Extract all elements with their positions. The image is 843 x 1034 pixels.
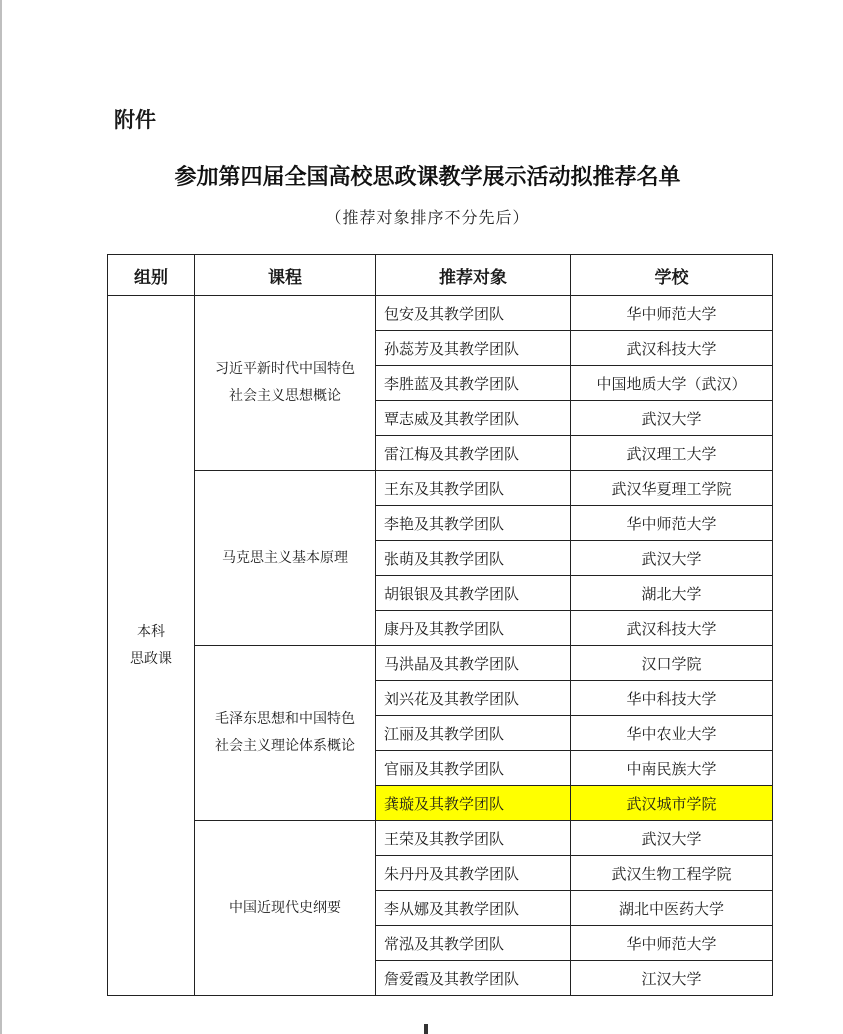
nominee-cell: 康丹及其教学团队: [376, 611, 571, 646]
school-cell: 武汉科技大学: [571, 331, 773, 366]
nominee-cell: 胡银银及其教学团队: [376, 576, 571, 611]
page-number-mark: [424, 1024, 428, 1034]
nominee-cell: 朱丹丹及其教学团队: [376, 856, 571, 891]
nominee-cell: 官丽及其教学团队: [376, 751, 571, 786]
nominee-cell: 覃志威及其教学团队: [376, 401, 571, 436]
course-line-2: 社会主义理论体系概论: [215, 738, 355, 754]
school-cell: 华中师范大学: [571, 926, 773, 961]
table-header-row: [108, 255, 773, 296]
nominee-cell: 王东及其教学团队: [376, 471, 571, 506]
nominee-cell: 李艳及其教学团队: [376, 506, 571, 541]
nominee-cell: 李从娜及其教学团队: [376, 891, 571, 926]
school-cell: 汉口学院: [571, 646, 773, 681]
document-title: 参加第四届全国高校思政课教学展示活动拟推荐名单: [174, 164, 681, 190]
school-cell: 湖北中医药大学: [571, 891, 773, 926]
nominee-cell: 张萌及其教学团队: [376, 541, 571, 576]
table-row: [108, 296, 773, 331]
school-cell: 华中科技大学: [571, 681, 773, 716]
nominee-cell: 王荣及其教学团队: [376, 821, 571, 856]
attachment-label: 附件: [114, 108, 156, 132]
header-group: 组别: [108, 255, 195, 296]
school-cell: 江汉大学: [571, 961, 773, 996]
group-line-1: 本科: [137, 623, 165, 640]
school-cell: 华中师范大学: [571, 296, 773, 331]
school-cell: 中国地质大学（武汉）: [571, 366, 773, 401]
nominee-cell: 詹爱霞及其教学团队: [376, 961, 571, 996]
document-subtitle: （推荐对象排序不分先后）: [325, 208, 530, 227]
group-line-2: 思政课: [130, 650, 172, 667]
course-line-1: 马克思主义基本原理: [222, 549, 348, 566]
school-cell: 华中师范大学: [571, 506, 773, 541]
nominee-table: [107, 254, 773, 996]
table-row: [108, 821, 773, 856]
header-course: 课程: [195, 255, 376, 296]
page-left-edge: [0, 0, 2, 1034]
school-cell: 华中农业大学: [571, 716, 773, 751]
school-cell: 武汉科技大学: [571, 611, 773, 646]
table-row: [108, 471, 773, 506]
nominee-cell: 包安及其教学团队: [376, 296, 571, 331]
nominee-cell: 李胜蓝及其教学团队: [376, 366, 571, 401]
header-nominee: 推荐对象: [376, 255, 571, 296]
nominee-cell: 江丽及其教学团队: [376, 716, 571, 751]
nominee-cell: 常泓及其教学团队: [376, 926, 571, 961]
nominee-cell: 龚璇及其教学团队: [376, 786, 571, 821]
school-cell: 武汉城市学院: [571, 786, 773, 821]
course-line-2: 社会主义思想概论: [229, 388, 341, 404]
school-cell: 武汉大学: [571, 821, 773, 856]
nominee-cell: 马洪晶及其教学团队: [376, 646, 571, 681]
school-cell: 武汉大学: [571, 541, 773, 576]
school-cell: 武汉华夏理工学院: [571, 471, 773, 506]
course-cell: [195, 821, 376, 996]
course-cell: [195, 296, 376, 471]
course-cell: [195, 646, 376, 821]
school-cell: 武汉理工大学: [571, 436, 773, 471]
course-line-1: 中国近现代史纲要: [229, 899, 341, 916]
school-cell: 湖北大学: [571, 576, 773, 611]
school-cell: 武汉大学: [571, 401, 773, 436]
table-row: [108, 646, 773, 681]
course-line-1: 习近平新时代中国特色: [215, 361, 355, 377]
nominee-cell: 孙蕊芳及其教学团队: [376, 331, 571, 366]
course-cell: [195, 471, 376, 646]
header-school: 学校: [571, 255, 773, 296]
nominee-cell: 雷江梅及其教学团队: [376, 436, 571, 471]
school-cell: 武汉生物工程学院: [571, 856, 773, 891]
school-cell: 中南民族大学: [571, 751, 773, 786]
group-cell: [108, 296, 195, 996]
course-line-1: 毛泽东思想和中国特色: [215, 711, 355, 727]
nominee-cell: 刘兴花及其教学团队: [376, 681, 571, 716]
